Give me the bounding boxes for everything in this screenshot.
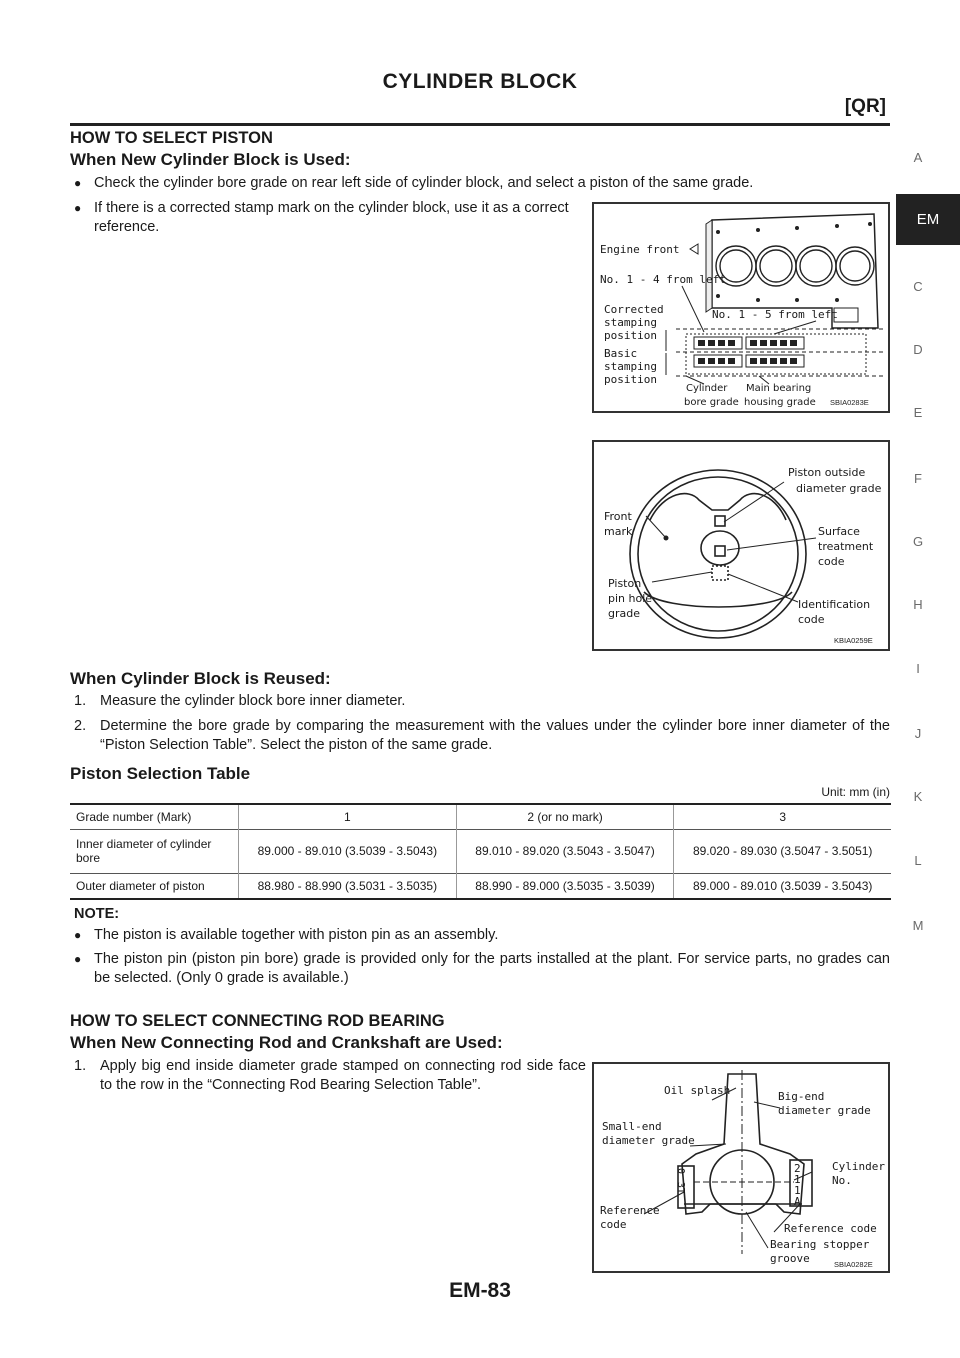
index-letter-f[interactable]: F (914, 471, 922, 486)
label-code: code (798, 613, 825, 626)
index-letter-m[interactable]: M (912, 918, 924, 933)
figure-id: KBIA0259E (834, 636, 873, 645)
label-position: position (604, 329, 657, 342)
stamp-digit: 2 (794, 1162, 801, 1175)
label-position: position (604, 373, 657, 386)
label-mark: mark (604, 525, 633, 538)
label-grade: grade (608, 607, 640, 620)
table-header-cell: 2 (or no mark) (456, 804, 674, 829)
label-bearing-stopper: Bearing stopper (770, 1238, 870, 1251)
table-cell: Inner diameter of cylinder bore (76, 837, 212, 865)
note-label: NOTE: (74, 906, 120, 922)
label-diameter-grade: diameter grade (796, 482, 882, 495)
subheading-reused-block: When Cylinder Block is Reused: (70, 669, 331, 688)
stamp-digit: 1 (794, 1184, 801, 1197)
table-unit: Unit: mm (in) (821, 785, 890, 799)
label-big-end: Big-end (778, 1090, 825, 1103)
label-no1-4: No. 1 - 4 from left (600, 273, 726, 286)
section-heading-piston: HOW TO SELECT PISTON (70, 129, 273, 147)
stamp-code: 3T (675, 1182, 686, 1195)
step-text: Determine the bore grade by comparing the measurement with the values under the cylinder bore inner diameter of the “Piston Selection Table”. Select the piston of the same grade. (100, 718, 890, 753)
bullet-icon: ● (74, 201, 82, 215)
label-stamping: stamping (604, 316, 657, 329)
figure-id: SBIA0282E (834, 1260, 873, 1269)
figure-connecting-rod (592, 1062, 890, 1273)
index-tab-em[interactable]: EM (896, 194, 960, 245)
figure-piston-grades (592, 440, 890, 651)
label-stamping: stamping (604, 360, 657, 373)
note-item (74, 950, 890, 988)
page-title: CYLINDER BLOCK (382, 70, 578, 93)
bullet-text: If there is a corrected stamp mark on the cylinder block, use it as a correct reference. (94, 200, 569, 235)
index-letter-g[interactable]: G (912, 534, 924, 549)
label-cylinder-bore: Cylinder (686, 383, 728, 394)
bullet-text: The piston pin (piston pin bore) grade is provided only for the parts installed at the plant. For service parts, no grades can be selected. (Only 0 grade is available.) (94, 951, 890, 986)
subheading-new-conrod: When New Connecting Rod and Crankshaft are Used: (70, 1033, 503, 1052)
bullet-icon: ● (74, 952, 82, 966)
label-identification: Identification (798, 598, 871, 611)
label-diameter-grade: diameter grade (778, 1104, 871, 1117)
label-front: Front (604, 510, 632, 523)
table-cell: 89.020 - 89.030 (3.5047 - 3.5051) (674, 829, 891, 873)
index-letter-c[interactable]: C (913, 279, 923, 294)
label-code: code (818, 555, 845, 568)
label-piston-outside: Piston outside (788, 466, 866, 479)
index-letter-h[interactable]: H (913, 597, 923, 612)
table-cell: 89.000 - 89.010 (3.5039 - 3.5043) (239, 829, 457, 873)
table-header-cell: 3 (674, 804, 891, 829)
label-bore-grade: bore grade (684, 397, 739, 408)
step-text: Measure the cylinder block bore inner diameter. (100, 693, 406, 709)
stamp-digit: 1 (794, 1173, 801, 1186)
table-header-cell: 1 (239, 804, 457, 829)
label-treatment: treatment (818, 540, 874, 553)
table-heading: Piston Selection Table (70, 764, 251, 783)
header-rule (70, 123, 890, 126)
note-item (74, 926, 890, 945)
label-piston: Piston (608, 577, 642, 590)
bullet-icon: ● (74, 928, 82, 942)
label-small-end: Small-end (602, 1120, 662, 1133)
label-basic: Basic (604, 347, 638, 360)
label-housing-grade: housing grade (744, 397, 816, 408)
step-number: 2. (74, 718, 87, 734)
label-reference-code: Reference code (784, 1222, 877, 1235)
table-cell: 89.010 - 89.020 (3.5043 - 3.5047) (456, 829, 674, 873)
step-number: 1. (74, 693, 87, 709)
label-groove: groove (770, 1252, 810, 1265)
label-no1-5: No. 1 - 5 from left (712, 308, 838, 321)
index-letter-e[interactable]: E (913, 405, 923, 420)
index-letter-k[interactable]: K (913, 789, 923, 804)
label-diameter-grade: diameter grade (602, 1134, 695, 1147)
figure-id: SBIA0283E (830, 398, 869, 407)
index-letter-a[interactable]: A (913, 150, 923, 165)
numbered-step (74, 692, 890, 711)
bullet-item (74, 199, 586, 237)
index-letter-i[interactable]: I (916, 661, 920, 676)
table-cell: Outer diameter of piston (76, 878, 205, 893)
bullet-text: Check the cylinder bore grade on rear left side of cylinder block, and select a piston of the same grade. (94, 175, 754, 191)
table-cell: 88.990 - 89.000 (3.5035 - 3.5039) (456, 873, 674, 899)
table-row (70, 829, 891, 873)
label-no: No. (832, 1174, 852, 1187)
figure-cylinder-block-stamping (592, 202, 890, 413)
label-reference: Reference (600, 1204, 660, 1217)
bullet-item (74, 174, 890, 193)
numbered-step (74, 717, 890, 755)
engine-tag: [QR] (844, 96, 886, 117)
index-letter-j[interactable]: J (914, 726, 922, 741)
section-heading-conrod: HOW TO SELECT CONNECTING ROD BEARING (70, 1012, 445, 1030)
label-code: code (600, 1218, 627, 1231)
step-text: Apply big end inside diameter grade stamped on connecting rod side face to the row in the “Connecting Rod Bearing Selection Table”. (100, 1058, 586, 1093)
label-main-bearing: Main bearing (746, 383, 812, 394)
label-oil-splash: Oil splash (664, 1084, 731, 1097)
index-letter-d[interactable]: D (913, 342, 923, 357)
table-cell: 88.980 - 88.990 (3.5031 - 3.5035) (239, 873, 457, 899)
table-cell: 89.000 - 89.010 (3.5039 - 3.5043) (674, 873, 891, 899)
bullet-icon: ● (74, 176, 82, 190)
label-engine-front: Engine front (600, 243, 680, 256)
bullet-text: The piston is available together with piston pin as an assembly. (94, 927, 499, 943)
label-cylinder: Cylinder (832, 1160, 885, 1173)
label-corrected: Corrected (604, 303, 664, 316)
label-pin-hole: pin hole (608, 592, 653, 605)
table-header-cell: Grade number (Mark) (76, 809, 192, 824)
index-letter-l[interactable]: L (914, 853, 922, 868)
subheading-new-block: When New Cylinder Block is Used: (70, 150, 351, 169)
step-number: 1. (74, 1058, 87, 1074)
label-surface: Surface (818, 525, 860, 538)
numbered-step (74, 1057, 586, 1095)
piston-selection-table (70, 803, 891, 900)
stamp-digit: 0 (675, 1168, 686, 1175)
table-row (70, 873, 891, 899)
stamp-letter: A (794, 1195, 801, 1208)
page-number: EM-83 (449, 1279, 511, 1302)
table-header-row (70, 804, 891, 829)
